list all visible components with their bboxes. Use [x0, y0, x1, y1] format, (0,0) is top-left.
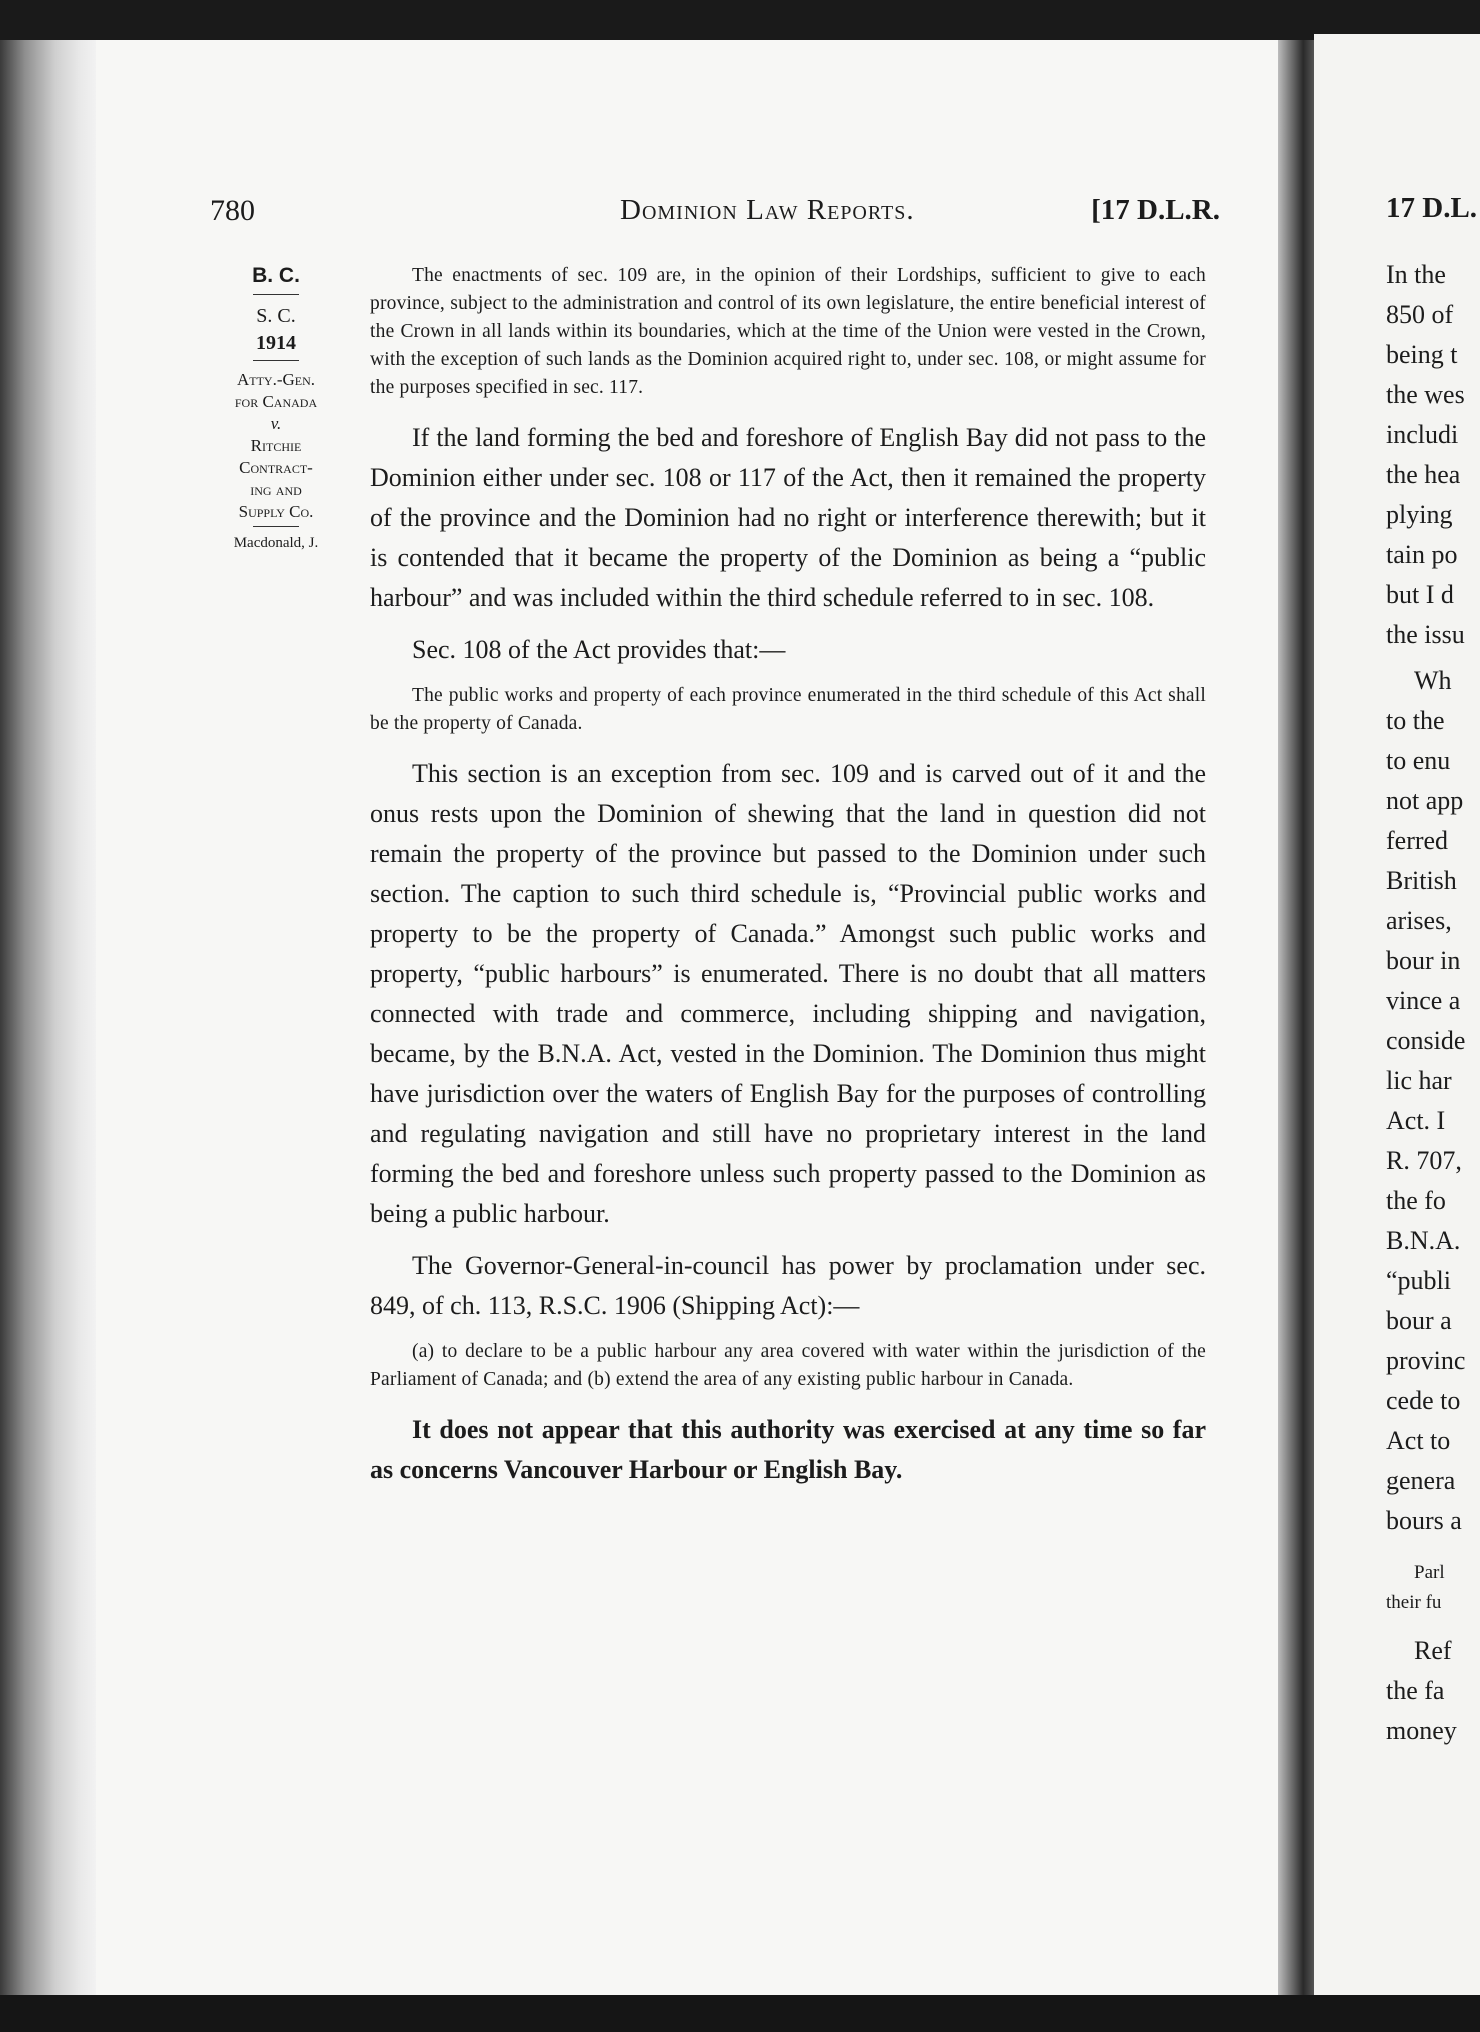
facing-page-line: cede to	[1386, 1386, 1461, 1415]
margin-rule	[253, 360, 299, 361]
quotation-block: (a) to declare to be a public harbour any area covered with water within the jurisdiction of the Parliament of Canada; and (b) extend the area of any existing public harbour in Canada.	[370, 1341, 1206, 1390]
facing-page-line: bour a	[1386, 1306, 1452, 1335]
facing-page-line: plying	[1386, 500, 1453, 529]
caption-line: for Canada	[234, 392, 318, 411]
facing-page-line: but I d	[1386, 580, 1454, 609]
body-text	[370, 262, 1206, 1490]
facing-page-line: Act to	[1386, 1426, 1451, 1455]
facing-page-line: includi	[1386, 420, 1459, 449]
quotation-block: The enactments of sec. 109 are, in the opinion of their Lordships, sufficient to give to each province, subject to the administration and control of its own legislature, the entire beneficial interest of the Crown in all lands within its boundaries, which at the time of the Union were vested in the Crown, with the exception of such lands as the Dominion acquired right to, under sec. 108, or might assume for the purposes specified in sec. 117.	[370, 265, 1206, 398]
facing-page-line: the hea	[1386, 460, 1461, 489]
facing-page-line: bour in	[1386, 946, 1461, 975]
page-number: 780	[210, 194, 255, 227]
facing-page-line: 850 of	[1386, 300, 1454, 329]
facing-page-line: conside	[1386, 1026, 1466, 1055]
facing-page-line: provinc	[1386, 1346, 1466, 1375]
caption-line: ing and	[250, 480, 302, 499]
facing-page-line: Wh	[1414, 666, 1452, 695]
facing-page-line: their fu	[1386, 1592, 1442, 1613]
facing-page-line: not app	[1386, 786, 1464, 815]
facing-page-line: the wes	[1386, 380, 1465, 409]
facing-page-line: lic har	[1386, 1066, 1452, 1095]
running-title: Dominion Law Reports.	[620, 194, 915, 226]
book-left-edge	[0, 40, 100, 2032]
facing-page-line: ferred	[1386, 826, 1449, 855]
margin-rule	[253, 526, 299, 527]
paragraph: This section is an exception from sec. 109 and is carved out of it and the onus rests upon the Dominion of shewing that the land in question did not remain the property of the province but passed to the Dominion under such section. The caption to such third schedule is, “Provincial public works and property to be the property of Canada.” Amongst such public works and property, “public harbours” is enumerated. There is no doubt that all matters connected with trade and commerce, including shipping and navigation, became, by the B.N.A. Act, vested in the Dominion. The Dominion thus might have jurisdiction over the waters of English Bay for the purposes of controlling and regulating navigation and still have no proprietary interest in the land forming the bed and foreshore unless such property passed to the Dominion as being a public harbour.	[370, 759, 1206, 1228]
facing-page-line: vince a	[1386, 986, 1461, 1015]
paragraph: Sec. 108 of the Act provides that:—	[412, 635, 786, 664]
facing-page-line: British	[1386, 866, 1457, 895]
paragraph: The Governor-General-in-council has power by proclamation under sec. 849, of ch. 113, R.S.C. 1906 (Shipping Act):—	[370, 1251, 1206, 1320]
facing-page-line: being t	[1386, 340, 1458, 369]
facing-page-line: to the	[1386, 706, 1445, 735]
caption-line: Supply Co.	[238, 502, 314, 521]
paragraph: If the land forming the bed and foreshore of English Bay did not pass to the Dominion either under sec. 108 or 117 of the Act, then it remained the property of the province and the Dominion had no right or interference therewith; but it is contended that it became the property of the Dominion as being a “public harbour” and was included within the third schedule referred to in sec. 108.	[370, 423, 1206, 612]
facing-page-line: the fo	[1386, 1186, 1446, 1215]
facing-page-line: R. 707,	[1386, 1146, 1462, 1175]
facing-page-header: 17 D.L.	[1386, 192, 1478, 224]
facing-page-line: B.N.A.	[1386, 1226, 1461, 1255]
facing-page-line: the issu	[1386, 620, 1465, 649]
volume-reference: [17 D.L.R.	[1091, 194, 1220, 226]
facing-page-line: Parl	[1414, 1562, 1445, 1583]
facing-page-line: “publi	[1386, 1266, 1451, 1295]
margin-note	[196, 264, 356, 552]
facing-page-line: Ref	[1414, 1636, 1452, 1665]
facing-page-line: the fa	[1386, 1676, 1445, 1705]
margin-rule	[253, 294, 299, 295]
facing-page-line: money	[1386, 1716, 1457, 1745]
book-gutter	[1278, 40, 1314, 2000]
facing-page-line: arises,	[1386, 906, 1452, 935]
caption-line: Atty.-Gen.	[236, 370, 316, 389]
caption-line: Ritchie	[250, 436, 302, 455]
judge-name: Macdonald, J.	[233, 535, 319, 551]
facing-page	[1314, 34, 1480, 2000]
page-header	[210, 194, 1230, 234]
scan-bottom-border	[0, 1995, 1480, 2032]
caption-line: Contract-	[239, 458, 313, 477]
quotation-block: The public works and property of each province enumerated in the third schedule of this Act shall be the property of Canada.	[370, 685, 1206, 734]
court-label: B. C.	[252, 264, 300, 287]
case-year: 1914	[256, 332, 296, 354]
facing-page-line: genera	[1386, 1466, 1456, 1495]
case-caption	[196, 369, 356, 523]
caption-versus: v.	[270, 414, 282, 433]
facing-page-line: tain po	[1386, 540, 1458, 569]
facing-page-line: Act. I	[1386, 1106, 1446, 1135]
paragraph: It does not appear that this authority was exercised at any time so far as concerns Vancouver Harbour or English Bay.	[370, 1415, 1206, 1484]
facing-page-line: In the	[1386, 260, 1446, 289]
court-sc: S. C.	[256, 305, 296, 327]
facing-page-line: to enu	[1386, 746, 1451, 775]
facing-page-line: bours a	[1386, 1506, 1462, 1535]
